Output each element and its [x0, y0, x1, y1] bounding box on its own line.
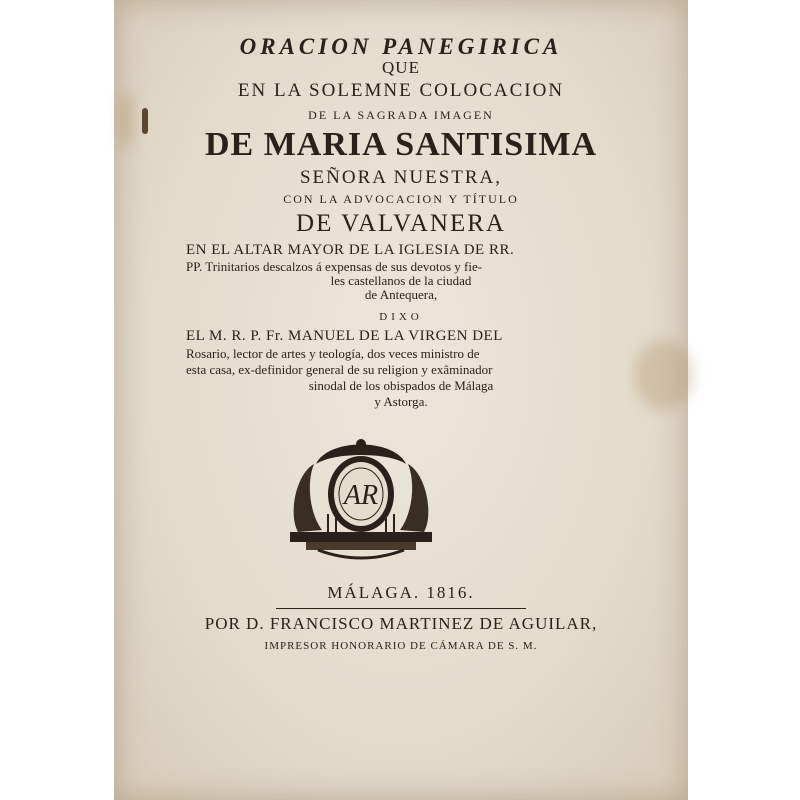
title-line-advocacion: CON LA ADVOCACION Y TÍTULO	[283, 192, 519, 206]
author-line: Rosario, lector de artes y teología, dos veces ministro de	[186, 346, 480, 361]
printer-line: POR D. FRANCISCO MARTINEZ DE AGUILAR,	[204, 614, 598, 633]
printer-title-line: IMPRESOR HONORARIO DE CÁMARA DE S. M.	[264, 640, 538, 652]
dixo-label: DIXO	[379, 311, 423, 323]
title-line-que: QUE	[382, 58, 420, 77]
author-line: EL M. R. P. Fr. MANUEL DE LA VIRGEN DEL	[186, 328, 503, 344]
body-line: de Antequera,	[364, 287, 438, 302]
author-line: y Astorga.	[374, 394, 428, 409]
printer-emblem-icon	[288, 434, 434, 564]
place-and-year: MÁLAGA. 1816.	[327, 583, 475, 602]
title-line-maria: DE MARIA SANTISIMA	[204, 126, 598, 163]
oration-title: ORACION PANEGIRICA	[239, 34, 563, 59]
body-line: PP. Trinitarios descalzos á expensas de sus devotos y fie-	[186, 259, 483, 274]
body-line: EN EL ALTAR MAYOR DE LA IGLESIA DE RR.	[186, 242, 515, 258]
author-line: sinodal de los obispados de Málaga	[308, 378, 494, 393]
author-line: esta casa, ex-definidor general de su religion y exâminador	[186, 362, 493, 377]
title-line-senora: SEÑORA NUESTRA,	[299, 167, 503, 188]
title-line-imagen: DE LA SAGRADA IMAGEN	[308, 108, 494, 122]
divider-rule	[276, 608, 526, 609]
svg-text:AR: AR	[343, 480, 379, 511]
title-line-valvanera: DE VALVANERA	[296, 210, 506, 237]
body-line: les castellanos de la ciudad	[330, 273, 472, 288]
title-line-colocacion: EN LA SOLEMNE COLOCACION	[237, 80, 565, 101]
